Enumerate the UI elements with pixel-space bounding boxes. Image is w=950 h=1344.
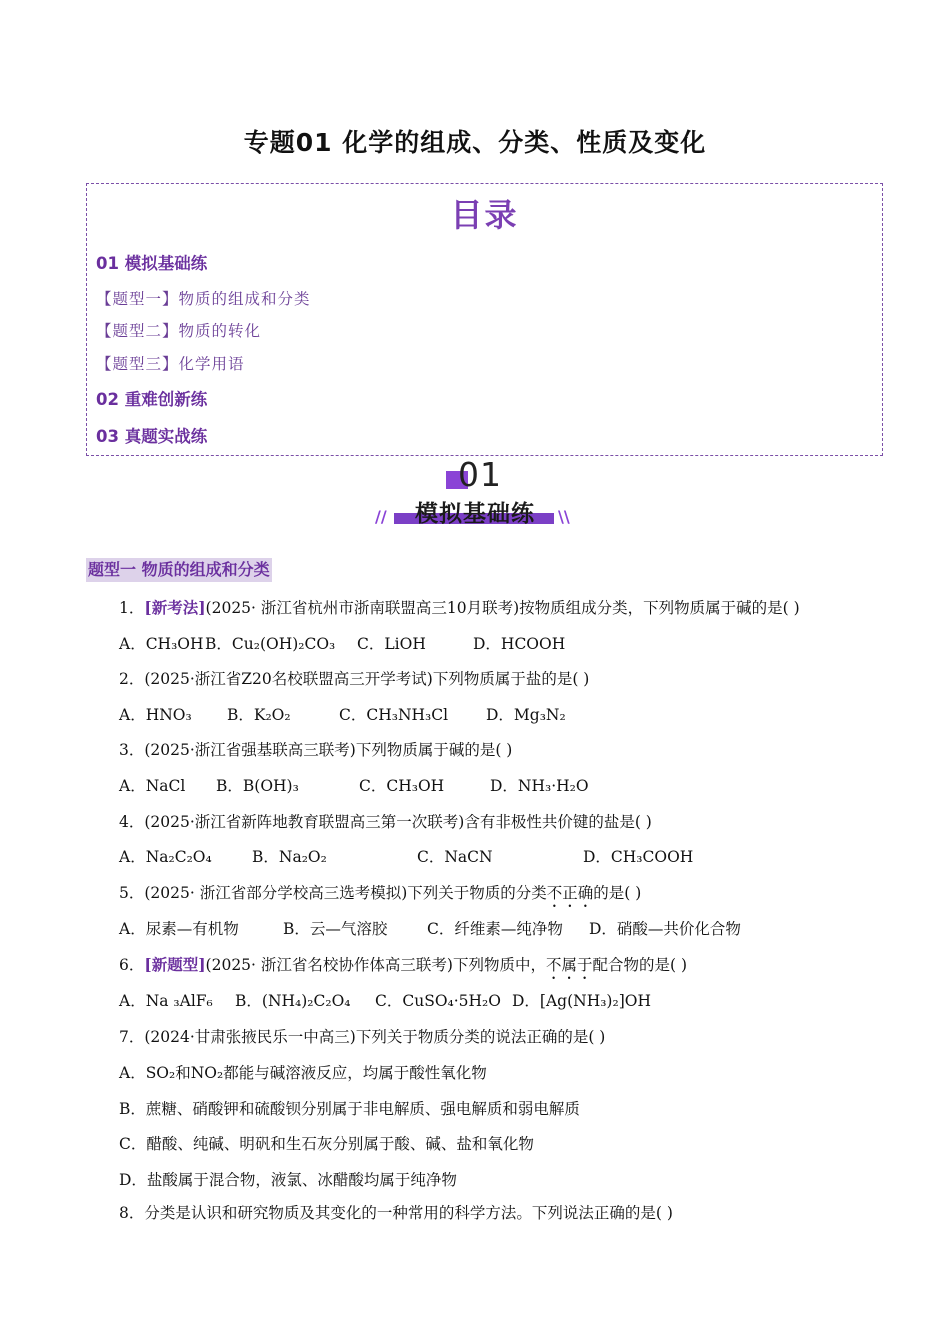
question-3-options [119, 776, 589, 796]
option-b[interactable]: B．K₂O₂ [227, 706, 291, 724]
question-tag: [新考法] [144, 598, 206, 617]
question-4-options [119, 847, 693, 867]
toc-heading: 目录 [450, 196, 519, 234]
option-a[interactable]: A．SO₂和NO₂都能与碱溶液反应，均属于酸性氧化物 [119, 1064, 487, 1082]
section-banner [370, 455, 580, 535]
question-text: (2025· 浙江省名校协作体高三联考)下列物质中， [205, 956, 546, 974]
question-7: 7．(2024·甘肃张掖民乐一中高三)下列关于物质分类的说法正确的是( ) [119, 1028, 606, 1046]
question-tag: [新题型] [144, 955, 206, 974]
question-8: 8．分类是认识和研究物质及其变化的一种常用的科学方法。下列说法正确的是( ) [119, 1204, 673, 1222]
option-b[interactable]: B．Cu₂(OH)₂CO₃ [205, 635, 336, 653]
option-c[interactable]: C．CH₃OH [359, 777, 445, 795]
question-text-end: 的是( ) [593, 884, 642, 902]
toc-item-type-1[interactable]: 【题型一】物质的组成和分类 [96, 290, 311, 308]
option-a[interactable]: A．NaCl [119, 777, 186, 795]
question-6-options [119, 991, 651, 1011]
option-d[interactable]: D．硝酸—共价化合物 [589, 920, 741, 938]
question-number: 6． [119, 956, 145, 974]
toc-item-real-exam[interactable]: 03 真题实战练 [96, 427, 208, 446]
question-number: 1． [119, 599, 145, 617]
banner-slash-left-icon: // [375, 507, 387, 526]
question-5 [119, 883, 641, 911]
toc-item-type-3[interactable]: 【题型三】化学用语 [96, 355, 245, 373]
option-b[interactable]: B．B(OH)₃ [216, 777, 299, 795]
option-d[interactable]: D．[Ag(NH₃)₂]OH [512, 992, 651, 1010]
option-d[interactable]: D．CH₃COOH [583, 848, 694, 866]
option-c[interactable]: C．纤维素—纯净物 [427, 920, 563, 938]
option-b[interactable]: B．云—气溶胶 [283, 920, 388, 938]
table-of-contents [86, 183, 883, 456]
question-4: 4．(2025·浙江省新阵地教育联盟高三第一次联考)含有非极性共价键的盐是( ) [119, 813, 652, 831]
question-2-options [119, 705, 566, 725]
question-text: (2025· 浙江省杭州市浙南联盟高三10月联考)按物质组成分类，下列物质属于碱的是( ) [205, 599, 800, 617]
question-text: 5．(2025· 浙江省部分学校高三选考模拟)下列关于物质的分类 [119, 884, 547, 902]
option-c[interactable]: C．LiOH [357, 635, 426, 653]
question-2: 2．(2025·浙江省Z20名校联盟高三开学考试)下列物质属于盐的是( ) [119, 670, 590, 688]
option-c[interactable]: C．CuSO₄·5H₂O [375, 992, 501, 1010]
toc-item-difficult-innovation[interactable]: 02 重难创新练 [96, 390, 208, 409]
question-5-options [119, 919, 741, 939]
option-b[interactable]: B．(NH₄)₂C₂O₄ [235, 992, 351, 1010]
emphasized-text: 不属于 [545, 956, 593, 974]
question-1-options [119, 634, 565, 654]
option-d[interactable]: D．NH₃·H₂O [490, 777, 589, 795]
option-a[interactable]: A．尿素—有机物 [119, 920, 239, 938]
section-number: 01 [458, 455, 502, 494]
emphasized-text: 不正确 [546, 884, 594, 902]
option-d[interactable]: D．盐酸属于混合物，液氯、冰醋酸均属于纯净物 [119, 1171, 457, 1189]
option-b[interactable]: B．Na₂O₂ [252, 848, 327, 866]
option-c[interactable]: C．醋酸、纯碱、明矾和生石灰分别属于酸、碱、盐和氧化物 [119, 1135, 534, 1153]
type-heading: 题型一 物质的组成和分类 [86, 558, 272, 582]
option-a[interactable]: A．CH₃OH [119, 635, 204, 653]
option-c[interactable]: C．CH₃NH₃Cl [339, 706, 449, 724]
option-a[interactable]: A．Na ₃AlF₆ [119, 992, 213, 1010]
section-title: 模拟基础练 [415, 501, 535, 527]
option-d[interactable]: D．Mg₃N₂ [486, 706, 566, 724]
option-a[interactable]: A．HNO₃ [119, 706, 192, 724]
question-text-end: 配合物的是( ) [592, 956, 687, 974]
banner-slash-right-icon: \\ [558, 507, 570, 526]
question-1 [119, 598, 800, 618]
option-d[interactable]: D．HCOOH [473, 635, 566, 653]
toc-item-simulation-basic[interactable]: 01 模拟基础练 [96, 254, 208, 273]
document-title: 专题01 化学的组成、分类、性质及变化 [243, 128, 707, 157]
option-b[interactable]: B．蔗糖、硝酸钾和硫酸钡分别属于非电解质、强电解质和弱电解质 [119, 1100, 580, 1118]
option-a[interactable]: A．Na₂C₂O₄ [119, 848, 212, 866]
option-c[interactable]: C．NaCN [417, 848, 493, 866]
question-6 [119, 955, 687, 983]
toc-item-type-2[interactable]: 【题型二】物质的转化 [96, 322, 262, 340]
question-3: 3．(2025·浙江省强基联高三联考)下列物质属于碱的是( ) [119, 741, 513, 759]
